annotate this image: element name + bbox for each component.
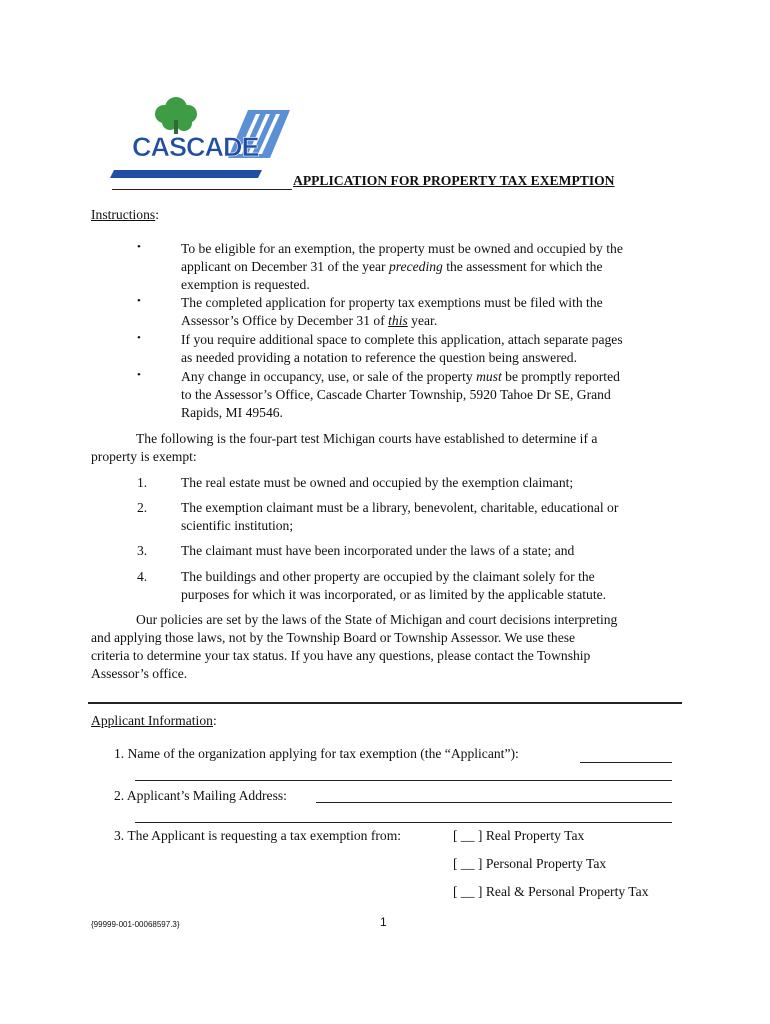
instruction-1-line-2 [181, 258, 603, 276]
option-real-and-personal-property-tax[interactable]: [ __ ] Real & Personal Property Tax [453, 884, 649, 899]
test-2-text-line-1: The exemption claimant must be a library, benevolent, charitable, educational or [181, 500, 619, 515]
section-divider [88, 702, 682, 704]
text-run: Any change in occupancy, use, or sale of the property [181, 369, 477, 384]
policy-line-4: Assessor’s office. [91, 666, 188, 681]
instructions-heading-text: Instructions [91, 207, 156, 222]
test-2-text-line-2: scientific institution; [181, 518, 294, 533]
text-run: Assessor’s Office by December 31 of [181, 313, 389, 328]
text-run: be promptly reported [501, 369, 620, 384]
cascade-logo [108, 92, 293, 184]
question-1-label: 1. Name of the organization applying for tax exemption (the “Applicant”): [114, 746, 519, 761]
instructions-heading-colon: : [155, 207, 159, 222]
logo-graphic [108, 92, 293, 184]
emphasis-text: preceding [388, 259, 443, 274]
instruction-1-line-1: To be eligible for an exemption, the property must be owned and occupied by the [181, 241, 623, 256]
option-personal-property-tax[interactable]: [ __ ] Personal Property Tax [453, 856, 607, 871]
test-4-text-line-1: The buildings and other property are occupied by the claimant solely for the [181, 569, 595, 584]
bullet-icon: • [137, 295, 141, 307]
question-3-label: 3. The Applicant is requesting a tax exemption from: [114, 828, 402, 843]
bullet-icon: • [137, 369, 141, 381]
instruction-3-line-1: If you require additional space to complete this application, attach separate pages [181, 332, 623, 347]
applicant-heading-text: Applicant Information [91, 713, 213, 728]
test-1-text: The real estate must be owned and occupied by the exemption claimant; [181, 475, 574, 490]
instruction-2-line-2 [181, 312, 437, 330]
instruction-2-line-1: The completed application for property tax exemptions must be filed with the [181, 295, 603, 310]
instruction-4-line-1 [181, 368, 620, 386]
emphasis-text: this [388, 313, 408, 328]
question-2-label: 2. Applicant’s Mailing Address: [114, 788, 287, 803]
mailing-address-field-line-2[interactable] [135, 822, 672, 823]
text-run: applicant on December 31 of the year [181, 259, 389, 274]
text-run: the assessment for which the [442, 259, 603, 274]
page-title: APPLICATION FOR PROPERTY TAX EXEMPTION [293, 173, 615, 188]
instruction-1-line-3: exemption is requested. [181, 277, 310, 292]
test-1-number: 1. [137, 475, 148, 490]
test-3-number: 3. [137, 543, 148, 558]
option-real-property-tax[interactable]: [ __ ] Real Property Tax [453, 828, 585, 843]
mailing-address-field[interactable] [316, 802, 672, 803]
applicant-name-field[interactable] [580, 762, 672, 763]
test-intro-line-2: property is exempt: [91, 449, 197, 464]
title-rule-left [112, 189, 292, 190]
test-intro-line-1: The following is the four-part test Michigan courts have established to determine if a [136, 431, 598, 446]
bullet-icon: • [137, 332, 141, 344]
tree-icon [155, 97, 197, 134]
bullet-icon: • [137, 241, 141, 253]
instruction-3-line-2: as needed providing a notation to reference the question being answered. [181, 350, 577, 365]
policy-line-3: criteria to determine your tax status. If you have any questions, please contact the Township [91, 648, 591, 663]
test-4-text-line-2: purposes for which it was incorporated, or as limited by the applicable statute. [181, 587, 607, 602]
emphasis-text: must [476, 369, 502, 384]
instruction-4-line-3: Rapids, MI 49546. [181, 405, 283, 420]
policy-line-2: and applying those laws, not by the Township Board or Township Assessor. We use these [91, 630, 576, 645]
applicant-heading [91, 712, 217, 730]
page-number: 1 [380, 915, 387, 929]
logo-text: CASCADE [132, 132, 259, 162]
text-run: year. [407, 313, 438, 328]
policy-line-1: Our policies are set by the laws of the State of Michigan and court decisions interpreting [136, 612, 618, 627]
test-2-number: 2. [137, 500, 148, 515]
instructions-heading [91, 206, 159, 224]
test-4-number: 4. [137, 569, 148, 584]
test-3-text: The claimant must have been incorporated under the laws of a state; and [181, 543, 575, 558]
applicant-heading-colon: : [212, 713, 217, 728]
instruction-4-line-2: to the Assessor’s Office, Cascade Charter Township, 5920 Tahoe Dr SE, Grand [181, 387, 611, 402]
applicant-name-field-line-2[interactable] [135, 780, 672, 781]
document-id: {99999-001-00068597.3} [91, 920, 180, 929]
